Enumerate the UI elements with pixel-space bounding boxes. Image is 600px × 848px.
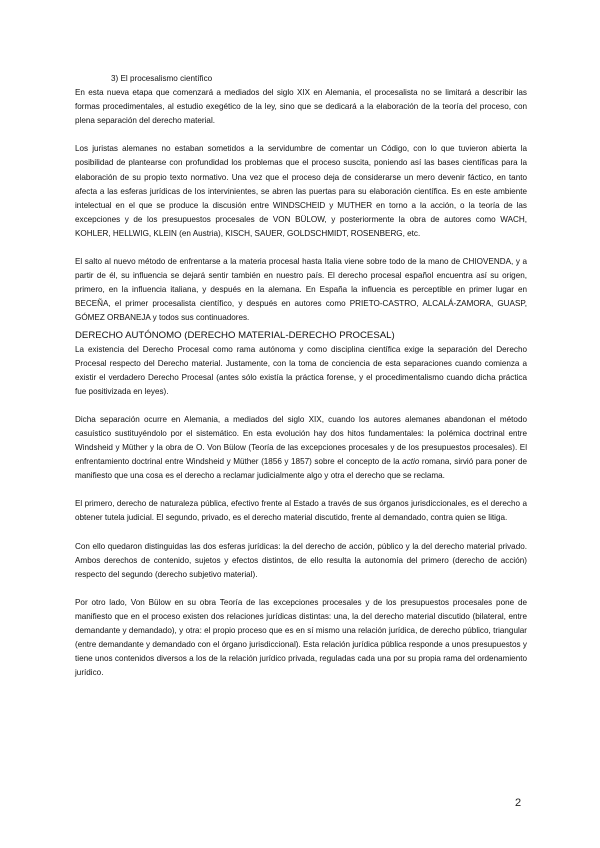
page-content: [75, 72, 527, 680]
paragraph: Los juristas alemanes no estaban sometidos a la servidumbre de comentar un Código, con lo que tuvieron abierta la posibilidad de plantearse con profundidad los problemas que el proceso suscita, poniendo así las bases científicas para la elaboración de su propio texto normativo. Una vez que el proceso deja de considerarse un mero devenir fáctico, en tanto afecta a las esferas jurídicas de los intervinientes, se abren las puertas para su elaboración científica. Es en este ambiente intelectual en el que se produce la discusión entre WINDSCHEID y MUTHER en torno a la acción, o la teoría de las excepciones y de los presupuestos procesales de VON BÜLOW, y posteriormente la obra de autores como WACH, KOHLER, HELLWIG, KLEIN (en Austria), KISCH, SAUER, GOLDSCHMIDT, ROSENBERG, etc.: [75, 144, 527, 238]
paragraph: Por otro lado, Von Bülow en su obra Teoría de las excepciones procesales y de los presupuestos procesales pone de manifiesto que en el proceso existen dos relaciones jurídicas distintas: una, la del derecho material discutido (bilateral, entre demandante y demandado), y otra: el propio proceso que es en sí mismo una relación jurídica, de derecho público, triangular (entre demandante y demandado con el órgano jurisdiccional). Esta relación jurídica pública responde a unos presupuestos y tiene unos contenidos diversos a los de la relación jurídico privada, reguladas cada una por su propia rama del ordenamiento jurídico.: [75, 597, 527, 678]
paragraph: [75, 413, 527, 483]
italic-term: actio: [402, 457, 420, 467]
paragraph: La existencia del Derecho Procesal como rama autónoma y como disciplina científica exige la separación del Derecho Procesal respecto del Derecho material. Justamente, con la toma de conciencia de esta separaciones cuando comienza a existir el verdadero Derecho Procesal (antes sólo existía la práctica forense, y el procedimentalismo cuando dicha práctica fue positivizada en leyes).: [75, 344, 527, 396]
paragraph-text: Dicha separación ocurre en Alemania, a mediados del siglo XIX, cuando los autores alemanes abandonan el método casuístico sustituyéndolo por el sistemático. En esta evolución hay dos hitos fundamentales: la polémica doctrinal entre Windsheid y Müther y la obra de O. Von Bülow (Teoría de las excepciones procesales y de los presupuestos procesales). El enfrentamiento doctrinal entre Windsheid y Müther (1856 y 1857) sobre el concepto de la: [75, 414, 527, 467]
section-subheading: 3) El procesalismo científico: [111, 74, 213, 83]
section-heading: DERECHO AUTÓNOMO (DERECHO MATERIAL-DERECHO PROCESAL): [75, 329, 395, 341]
page-number: 2: [515, 797, 522, 809]
paragraph-text: romana, sirvió para poner de manifiesto que una cosa es el derecho a reclamar judicialmente algo y otra el derecho que se reclama.: [75, 457, 527, 481]
paragraph: En esta nueva etapa que comenzará a mediados del siglo XIX en Alemania, el procesalista no se limitará a describir las formas procedimentales, al estudio exegético de la ley, sino que se dedicará a la elaboración de la teoría del proceso, con plena separación del derecho material.: [75, 88, 527, 126]
paragraph: El salto al nuevo método de enfrentarse a la materia procesal hasta Italia viene sobre todo de la mano de CHIOVENDA, y a partir de él, su influencia se dejará sentir también en nuestro país. El derecho procesal español encuentra así su origen, primero, en la influencia italiana, y después en la alemana. En España la influencia es perceptible en primer lugar en BECEÑA, el primer procesalista científico, y después en autores como PRIETO-CASTRO, ALCALÁ-ZAMORA, GUASP, GÓMEZ ORBANEJA y todos sus continuadores.: [75, 257, 527, 323]
paragraph: El primero, derecho de naturaleza pública, efectivo frente al Estado a través de sus órganos jurisdiccionales, es el derecho a obtener tutela judicial. El segundo, privado, es el derecho material discutido, frente al demandado, contra quien se litiga.: [75, 499, 527, 523]
paragraph: Con ello quedaron distinguidas las dos esferas jurídicas: la del derecho de acción, público y la del derecho material privado. Ambos derechos de contenido, sujetos y efectos distintos, de ello resulta la autonomía del primero (derecho de acción) respecto del segundo (derecho subjetivo material).: [75, 541, 527, 579]
